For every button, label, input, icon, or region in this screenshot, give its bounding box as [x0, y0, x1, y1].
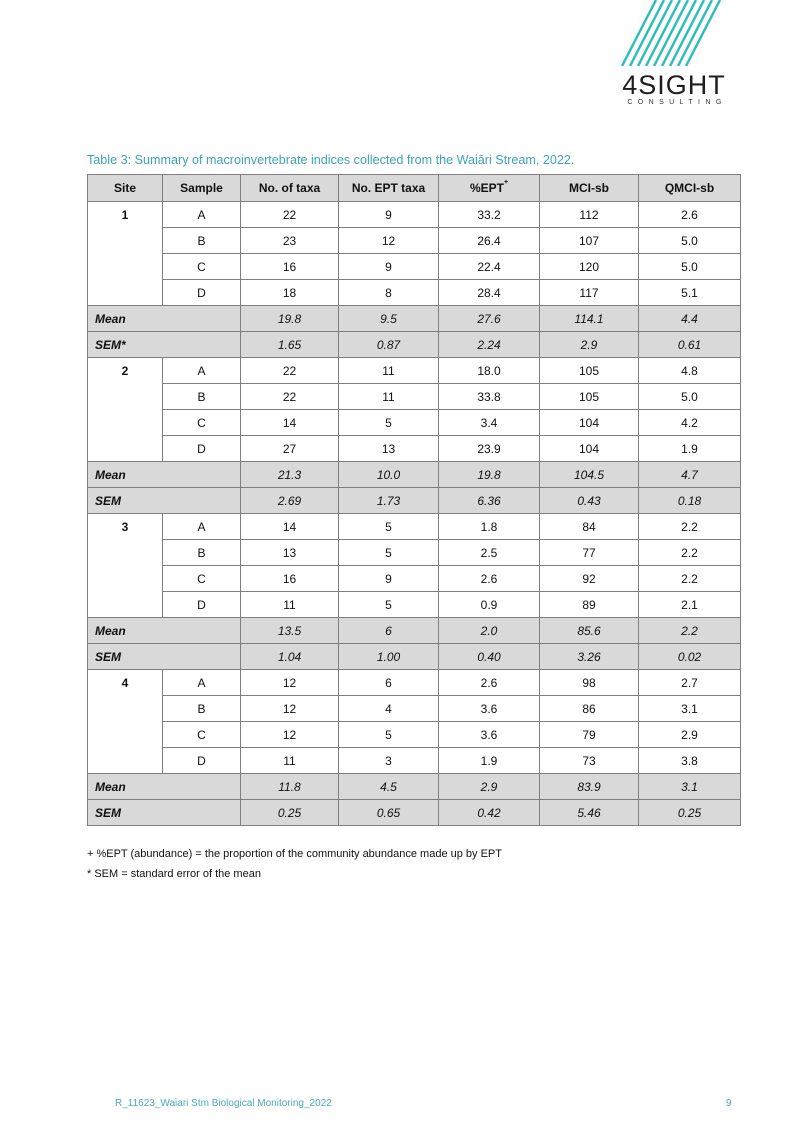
mean-row-value: 11.8 — [241, 774, 339, 800]
value-cell: 22 — [241, 384, 339, 410]
sem-row — [88, 644, 741, 670]
value-cell: 2.5 — [439, 540, 540, 566]
sample-cell: B — [163, 540, 241, 566]
table-row — [88, 410, 741, 436]
value-cell: 112 — [540, 202, 639, 228]
sample-cell: D — [163, 436, 241, 462]
sem-row-value: 0.43 — [540, 488, 639, 514]
value-cell: 11 — [339, 384, 439, 410]
value-cell: 1.9 — [639, 436, 741, 462]
sample-cell: A — [163, 358, 241, 384]
mean-row-value: 4.5 — [339, 774, 439, 800]
value-cell: 16 — [241, 566, 339, 592]
value-cell: 13 — [339, 436, 439, 462]
sample-cell: C — [163, 254, 241, 280]
value-cell: 89 — [540, 592, 639, 618]
sem-row-value: 1.73 — [339, 488, 439, 514]
table-row — [88, 670, 741, 696]
value-cell: 27 — [241, 436, 339, 462]
value-cell: 26.4 — [439, 228, 540, 254]
value-cell: 1.9 — [439, 748, 540, 774]
value-cell: 16 — [241, 254, 339, 280]
value-cell: 4.8 — [639, 358, 741, 384]
mean-row-label: Mean — [88, 774, 241, 800]
value-cell: 18 — [241, 280, 339, 306]
mean-row-value: 13.5 — [241, 618, 339, 644]
mean-row-value: 2.0 — [439, 618, 540, 644]
header-qmci-sb: QMCI-sb — [639, 175, 741, 202]
mean-row-value: 6 — [339, 618, 439, 644]
value-cell: 5.0 — [639, 254, 741, 280]
sample-cell: A — [163, 202, 241, 228]
footer-page-number: 9 — [726, 1098, 732, 1109]
footer-document-id: R_11623_Waiari Stm Biological Monitoring_2022 — [115, 1098, 332, 1109]
value-cell: 13 — [241, 540, 339, 566]
value-cell: 104 — [540, 436, 639, 462]
site-cell: 2 — [88, 358, 163, 462]
footnote-ept: + %EPT (abundance) = the proportion of the community abundance made up by EPT — [87, 848, 502, 860]
value-cell: 12 — [241, 696, 339, 722]
value-cell: 22.4 — [439, 254, 540, 280]
mean-row-value: 2.9 — [439, 774, 540, 800]
sem-row-value: 1.04 — [241, 644, 339, 670]
mean-row-label: Mean — [88, 306, 241, 332]
value-cell: 84 — [540, 514, 639, 540]
value-cell: 3.6 — [439, 696, 540, 722]
sem-row-value: 0.42 — [439, 800, 540, 826]
table-header-row — [88, 175, 741, 202]
value-cell: 77 — [540, 540, 639, 566]
logo-stripes-icon — [618, 0, 730, 66]
value-cell: 5.0 — [639, 228, 741, 254]
sample-cell: C — [163, 410, 241, 436]
table-row — [88, 358, 741, 384]
site-cell: 4 — [88, 670, 163, 774]
header-no-taxa: No. of taxa — [241, 175, 339, 202]
value-cell: 22 — [241, 358, 339, 384]
sem-row-value: 0.25 — [241, 800, 339, 826]
value-cell: 4 — [339, 696, 439, 722]
sem-row — [88, 332, 741, 358]
mean-row-value: 2.2 — [639, 618, 741, 644]
value-cell: 2.2 — [639, 540, 741, 566]
mean-row — [88, 774, 741, 800]
value-cell: 9 — [339, 202, 439, 228]
sem-row-value: 0.40 — [439, 644, 540, 670]
table-row — [88, 566, 741, 592]
value-cell: 3.8 — [639, 748, 741, 774]
value-cell: 105 — [540, 384, 639, 410]
mean-row-value: 3.1 — [639, 774, 741, 800]
header-no-ept-taxa: No. EPT taxa — [339, 175, 439, 202]
mean-row-value: 104.5 — [540, 462, 639, 488]
value-cell: 14 — [241, 514, 339, 540]
value-cell: 11 — [339, 358, 439, 384]
value-cell: 18.0 — [439, 358, 540, 384]
sample-cell: B — [163, 384, 241, 410]
value-cell: 120 — [540, 254, 639, 280]
sem-row-value: 3.26 — [540, 644, 639, 670]
sem-row-value: 0.87 — [339, 332, 439, 358]
sample-cell: C — [163, 722, 241, 748]
header-sample: Sample — [163, 175, 241, 202]
sem-row-value: 0.65 — [339, 800, 439, 826]
mean-row — [88, 462, 741, 488]
value-cell: 2.2 — [639, 566, 741, 592]
mean-row-value: 19.8 — [241, 306, 339, 332]
table-row — [88, 228, 741, 254]
sem-row — [88, 800, 741, 826]
mean-row-value: 19.8 — [439, 462, 540, 488]
value-cell: 86 — [540, 696, 639, 722]
mean-row-label: Mean — [88, 618, 241, 644]
sem-row-label: SEM — [88, 488, 241, 514]
sem-row-value: 0.18 — [639, 488, 741, 514]
value-cell: 3.1 — [639, 696, 741, 722]
sem-row-value: 0.25 — [639, 800, 741, 826]
sem-row-value: 0.61 — [639, 332, 741, 358]
mean-row-value: 27.6 — [439, 306, 540, 332]
header-mci-sb: MCI-sb — [540, 175, 639, 202]
table-row — [88, 748, 741, 774]
mean-row-value: 4.4 — [639, 306, 741, 332]
value-cell: 5 — [339, 410, 439, 436]
sem-row-label: SEM — [88, 800, 241, 826]
sample-cell: C — [163, 566, 241, 592]
footnote-sem: * SEM = standard error of the mean — [87, 868, 261, 880]
value-cell: 98 — [540, 670, 639, 696]
mean-row-value: 4.7 — [639, 462, 741, 488]
header-percent-ept — [439, 175, 540, 202]
value-cell: 2.1 — [639, 592, 741, 618]
value-cell: 3.6 — [439, 722, 540, 748]
site-cell: 1 — [88, 202, 163, 306]
sample-cell: B — [163, 228, 241, 254]
sem-row-value: 0.02 — [639, 644, 741, 670]
value-cell: 9 — [339, 566, 439, 592]
logo-subtitle-text: CONSULTING — [627, 99, 727, 106]
value-cell: 22 — [241, 202, 339, 228]
sample-cell: D — [163, 748, 241, 774]
sample-cell: A — [163, 514, 241, 540]
value-cell: 105 — [540, 358, 639, 384]
sem-row-value: 2.9 — [540, 332, 639, 358]
sample-cell: A — [163, 670, 241, 696]
value-cell: 2.6 — [639, 202, 741, 228]
sample-cell: D — [163, 592, 241, 618]
sem-row-value: 2.69 — [241, 488, 339, 514]
value-cell: 1.8 — [439, 514, 540, 540]
value-cell: 2.9 — [639, 722, 741, 748]
value-cell: 12 — [241, 722, 339, 748]
table-body — [88, 202, 741, 826]
value-cell: 117 — [540, 280, 639, 306]
value-cell: 5 — [339, 540, 439, 566]
table-row — [88, 254, 741, 280]
value-cell: 2.6 — [439, 566, 540, 592]
value-cell: 28.4 — [439, 280, 540, 306]
sem-row-value: 5.46 — [540, 800, 639, 826]
value-cell: 2.6 — [439, 670, 540, 696]
sem-row-label: SEM* — [88, 332, 241, 358]
value-cell: 2.7 — [639, 670, 741, 696]
header-site: Site — [88, 175, 163, 202]
sample-cell: B — [163, 696, 241, 722]
value-cell: 3.4 — [439, 410, 540, 436]
table-row — [88, 722, 741, 748]
mean-row-value: 114.1 — [540, 306, 639, 332]
value-cell: 107 — [540, 228, 639, 254]
value-cell: 92 — [540, 566, 639, 592]
value-cell: 5 — [339, 722, 439, 748]
table-row — [88, 280, 741, 306]
logo-brand-text: 4SIGHT — [622, 70, 726, 100]
sem-row — [88, 488, 741, 514]
sem-row-value: 1.00 — [339, 644, 439, 670]
table-row — [88, 540, 741, 566]
mean-row-value: 21.3 — [241, 462, 339, 488]
value-cell: 79 — [540, 722, 639, 748]
macroinvertebrate-indices-table — [87, 174, 741, 826]
sample-cell: D — [163, 280, 241, 306]
table-row — [88, 592, 741, 618]
sem-row-value: 2.24 — [439, 332, 540, 358]
value-cell: 4.2 — [639, 410, 741, 436]
site-cell: 3 — [88, 514, 163, 618]
header-ept-superscript: + — [503, 179, 509, 186]
value-cell: 14 — [241, 410, 339, 436]
table-caption: Table 3: Summary of macroinvertebrate indices collected from the Waiāri Stream, 2022. — [87, 153, 575, 167]
value-cell: 5.1 — [639, 280, 741, 306]
sem-row-value: 6.36 — [439, 488, 540, 514]
value-cell: 8 — [339, 280, 439, 306]
value-cell: 5 — [339, 514, 439, 540]
table-row — [88, 514, 741, 540]
value-cell: 9 — [339, 254, 439, 280]
value-cell: 23.9 — [439, 436, 540, 462]
value-cell: 11 — [241, 748, 339, 774]
sem-row-value: 1.65 — [241, 332, 339, 358]
value-cell: 12 — [241, 670, 339, 696]
value-cell: 33.2 — [439, 202, 540, 228]
value-cell: 5.0 — [639, 384, 741, 410]
value-cell: 23 — [241, 228, 339, 254]
mean-row-value: 83.9 — [540, 774, 639, 800]
mean-row-value: 9.5 — [339, 306, 439, 332]
mean-row — [88, 306, 741, 332]
mean-row — [88, 618, 741, 644]
table-row — [88, 202, 741, 228]
table-row — [88, 436, 741, 462]
value-cell: 73 — [540, 748, 639, 774]
value-cell: 6 — [339, 670, 439, 696]
value-cell: 33.8 — [439, 384, 540, 410]
sem-row-label: SEM — [88, 644, 241, 670]
value-cell: 5 — [339, 592, 439, 618]
header-percent-ept-label: %EPT — [469, 181, 504, 195]
value-cell: 2.2 — [639, 514, 741, 540]
value-cell: 0.9 — [439, 592, 540, 618]
value-cell: 11 — [241, 592, 339, 618]
company-logo — [618, 0, 730, 110]
mean-row-value: 85.6 — [540, 618, 639, 644]
value-cell: 3 — [339, 748, 439, 774]
mean-row-value: 10.0 — [339, 462, 439, 488]
table-row — [88, 696, 741, 722]
value-cell: 104 — [540, 410, 639, 436]
table-row — [88, 384, 741, 410]
value-cell: 12 — [339, 228, 439, 254]
mean-row-label: Mean — [88, 462, 241, 488]
